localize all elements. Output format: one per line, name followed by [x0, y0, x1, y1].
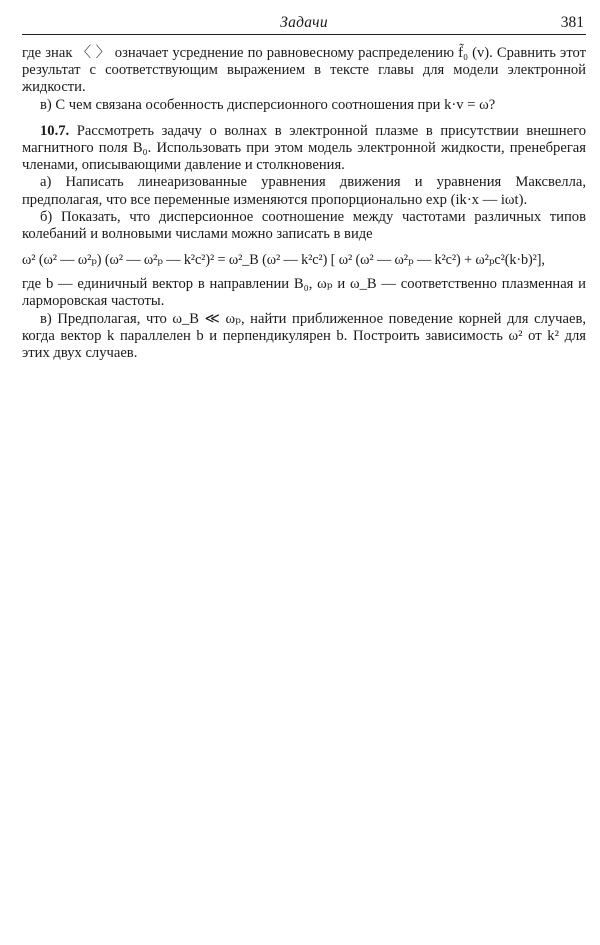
- chapter-section-title: Задачи: [280, 14, 328, 31]
- paragraph-line: где знак 〈 〉 означает усреднение по равновесному распределению f̃₀ (v).: [22, 45, 493, 61]
- body-text: [22, 45, 586, 362]
- where-clause: где b — единичный вектор в направлении B₀, ωₚ и ω_B — соответственно плазменная и ларморовская частоты.: [22, 276, 586, 310]
- part-a: а) Написать линеаризованные уравнения движения и уравнения Максвелла, предполагая, что все переменные изменяются пропорционально exp (ik·x — iωt).: [22, 174, 586, 208]
- problem-number: 10.7.: [40, 122, 70, 139]
- problem-10-7: [22, 123, 586, 175]
- question-v: в) С чем связана особенность дисперсионного соотношения при k·v = ω?: [40, 96, 496, 113]
- continued-paragraph: [22, 45, 586, 97]
- running-header: [22, 12, 586, 35]
- paragraph-text: Сравнить этот результат с соответствующим выражением в тексте главы для модели электронной жидкости.: [22, 45, 586, 96]
- dispersion-equation: [22, 250, 586, 270]
- problem-statement: Рассмотреть задачу о волнах в электронной плазме в присутствии внешнего магнитного поля B₀. Использовать при этом модель электронной жидкости, пренебрегая членами, описывающими давление и столкновения.: [22, 122, 586, 174]
- page-number: 381: [560, 14, 584, 31]
- part-b: б) Показать, что дисперсионное соотношение между частотами различных типов колебаний и волновыми числами можно записать в виде: [22, 208, 586, 243]
- book-page: [22, 12, 586, 362]
- equation-text: ω² (ω² — ω²ₚ) (ω² — ω²ₚ — k²c²)² = ω²_B (ω² — k²c²) [ ω² (ω² — ω²ₚ — k²c²) + ω²ₚc²(k·b)²],: [22, 252, 545, 269]
- part-v: в) Предполагая, что ω_B ≪ ωₚ, найти приближенное поведение корней для случаев, когда вектор k параллелен b и перпендикулярен b. Построить зависимость ω² от k² для этих двух случаев.: [22, 310, 586, 362]
